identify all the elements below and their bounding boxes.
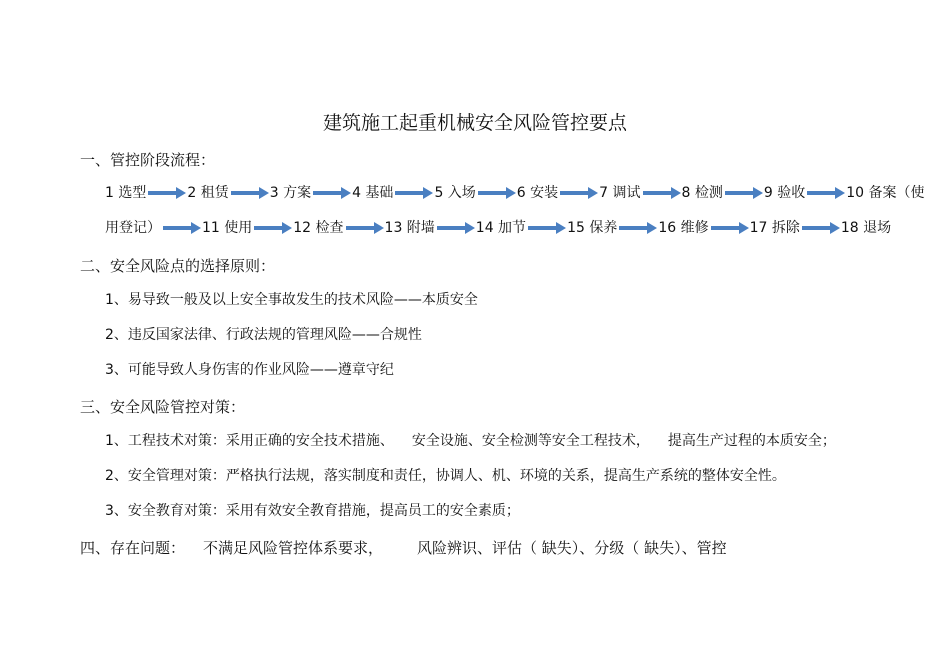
section3-heading: 三、安全风险管控对策： <box>80 398 246 416</box>
flow-arrow-icon <box>231 186 269 200</box>
flow-step: 3 方案 <box>269 185 312 201</box>
flow-arrow-icon <box>395 186 433 200</box>
section4-text-b: 风险辨识、评估（ 缺失）、分级（ 缺失）、管控 <box>417 539 727 557</box>
flow-step: 13 附墙 <box>384 220 435 236</box>
flow-step: 7 调试 <box>599 185 641 201</box>
flow-step: 5 入场 <box>434 185 476 201</box>
section4-heading: 四、存在问题： <box>80 539 186 557</box>
flow-arrow-icon <box>163 221 201 235</box>
countermeasure-item-1 <box>105 431 836 451</box>
countermeasure-item-3: 3、安全教育对策：采用有效安全教育措施，提高员工的安全素质； <box>105 503 520 519</box>
flow-arrow-icon <box>725 186 763 200</box>
countermeasure-item-1-part-c: 提高生产过程的本质安全； <box>667 433 836 449</box>
section2-heading: 二、安全风险点的选择原则： <box>80 257 276 275</box>
flow-step: 1 选型 <box>105 185 147 201</box>
flow-step: 17 拆除 <box>749 220 800 236</box>
flow-step: 12 检查 <box>293 220 344 236</box>
flow-arrow-icon <box>643 186 681 200</box>
flow-row-1 <box>105 183 925 203</box>
flow-arrow-icon <box>807 186 845 200</box>
flow-arrow-icon <box>254 221 292 235</box>
document-title: 建筑施工起重机械安全风险管控要点 <box>322 112 627 134</box>
principle-item-1: 1、易导致一般及以上安全事故发生的技术风险——本质安全 <box>105 292 478 308</box>
flow-step: 14 加节 <box>475 220 527 236</box>
flow-arrow-icon <box>346 221 384 235</box>
flow-arrow-icon <box>802 221 840 235</box>
section4-line <box>80 538 727 558</box>
flow-step: 18 退场 <box>840 220 892 236</box>
flow-step: 11 使用 <box>202 220 253 236</box>
flow-step: 用登记） <box>105 220 161 236</box>
flow-step: 8 检测 <box>681 185 723 201</box>
countermeasure-item-2: 2、安全管理对策：严格执行法规，落实制度和责任，协调人、机、环境的关系，提高生产系统的整体安全性。 <box>105 468 786 484</box>
section1-heading: 一、管控阶段流程： <box>80 151 216 169</box>
countermeasure-item-1-part-a: 1、工程技术对策：采用正确的安全技术措施、 <box>105 433 394 449</box>
flow-arrow-icon <box>313 186 351 200</box>
section4-text-a: 不满足风险管控体系要求， <box>203 539 384 557</box>
principle-item-3: 3、可能导致人身伤害的作业风险——遵章守纪 <box>105 362 394 378</box>
flow-arrow-icon <box>148 186 186 200</box>
flow-step: 4 基础 <box>352 185 394 201</box>
flow-step: 15 保养 <box>567 220 618 236</box>
countermeasure-item-1-part-b: 安全设施、安全检测等安全工程技术， <box>411 433 650 449</box>
flow-step: 2 租赁 <box>187 185 229 201</box>
flow-step: 10 备案（使 <box>846 185 925 201</box>
principle-item-2: 2、违反国家法律、行政法规的管理风险——合规性 <box>105 327 422 343</box>
flow-step: 16 维修 <box>658 220 709 236</box>
flow-arrow-icon <box>437 221 475 235</box>
flow-step: 6 安装 <box>516 185 559 201</box>
flow-arrow-icon <box>478 186 516 200</box>
flow-step: 9 验收 <box>763 185 806 201</box>
flow-arrow-icon <box>560 186 598 200</box>
flow-row-2 <box>105 218 891 238</box>
flow-arrow-icon <box>619 221 657 235</box>
flow-arrow-icon <box>711 221 749 235</box>
flow-arrow-icon <box>528 221 566 235</box>
